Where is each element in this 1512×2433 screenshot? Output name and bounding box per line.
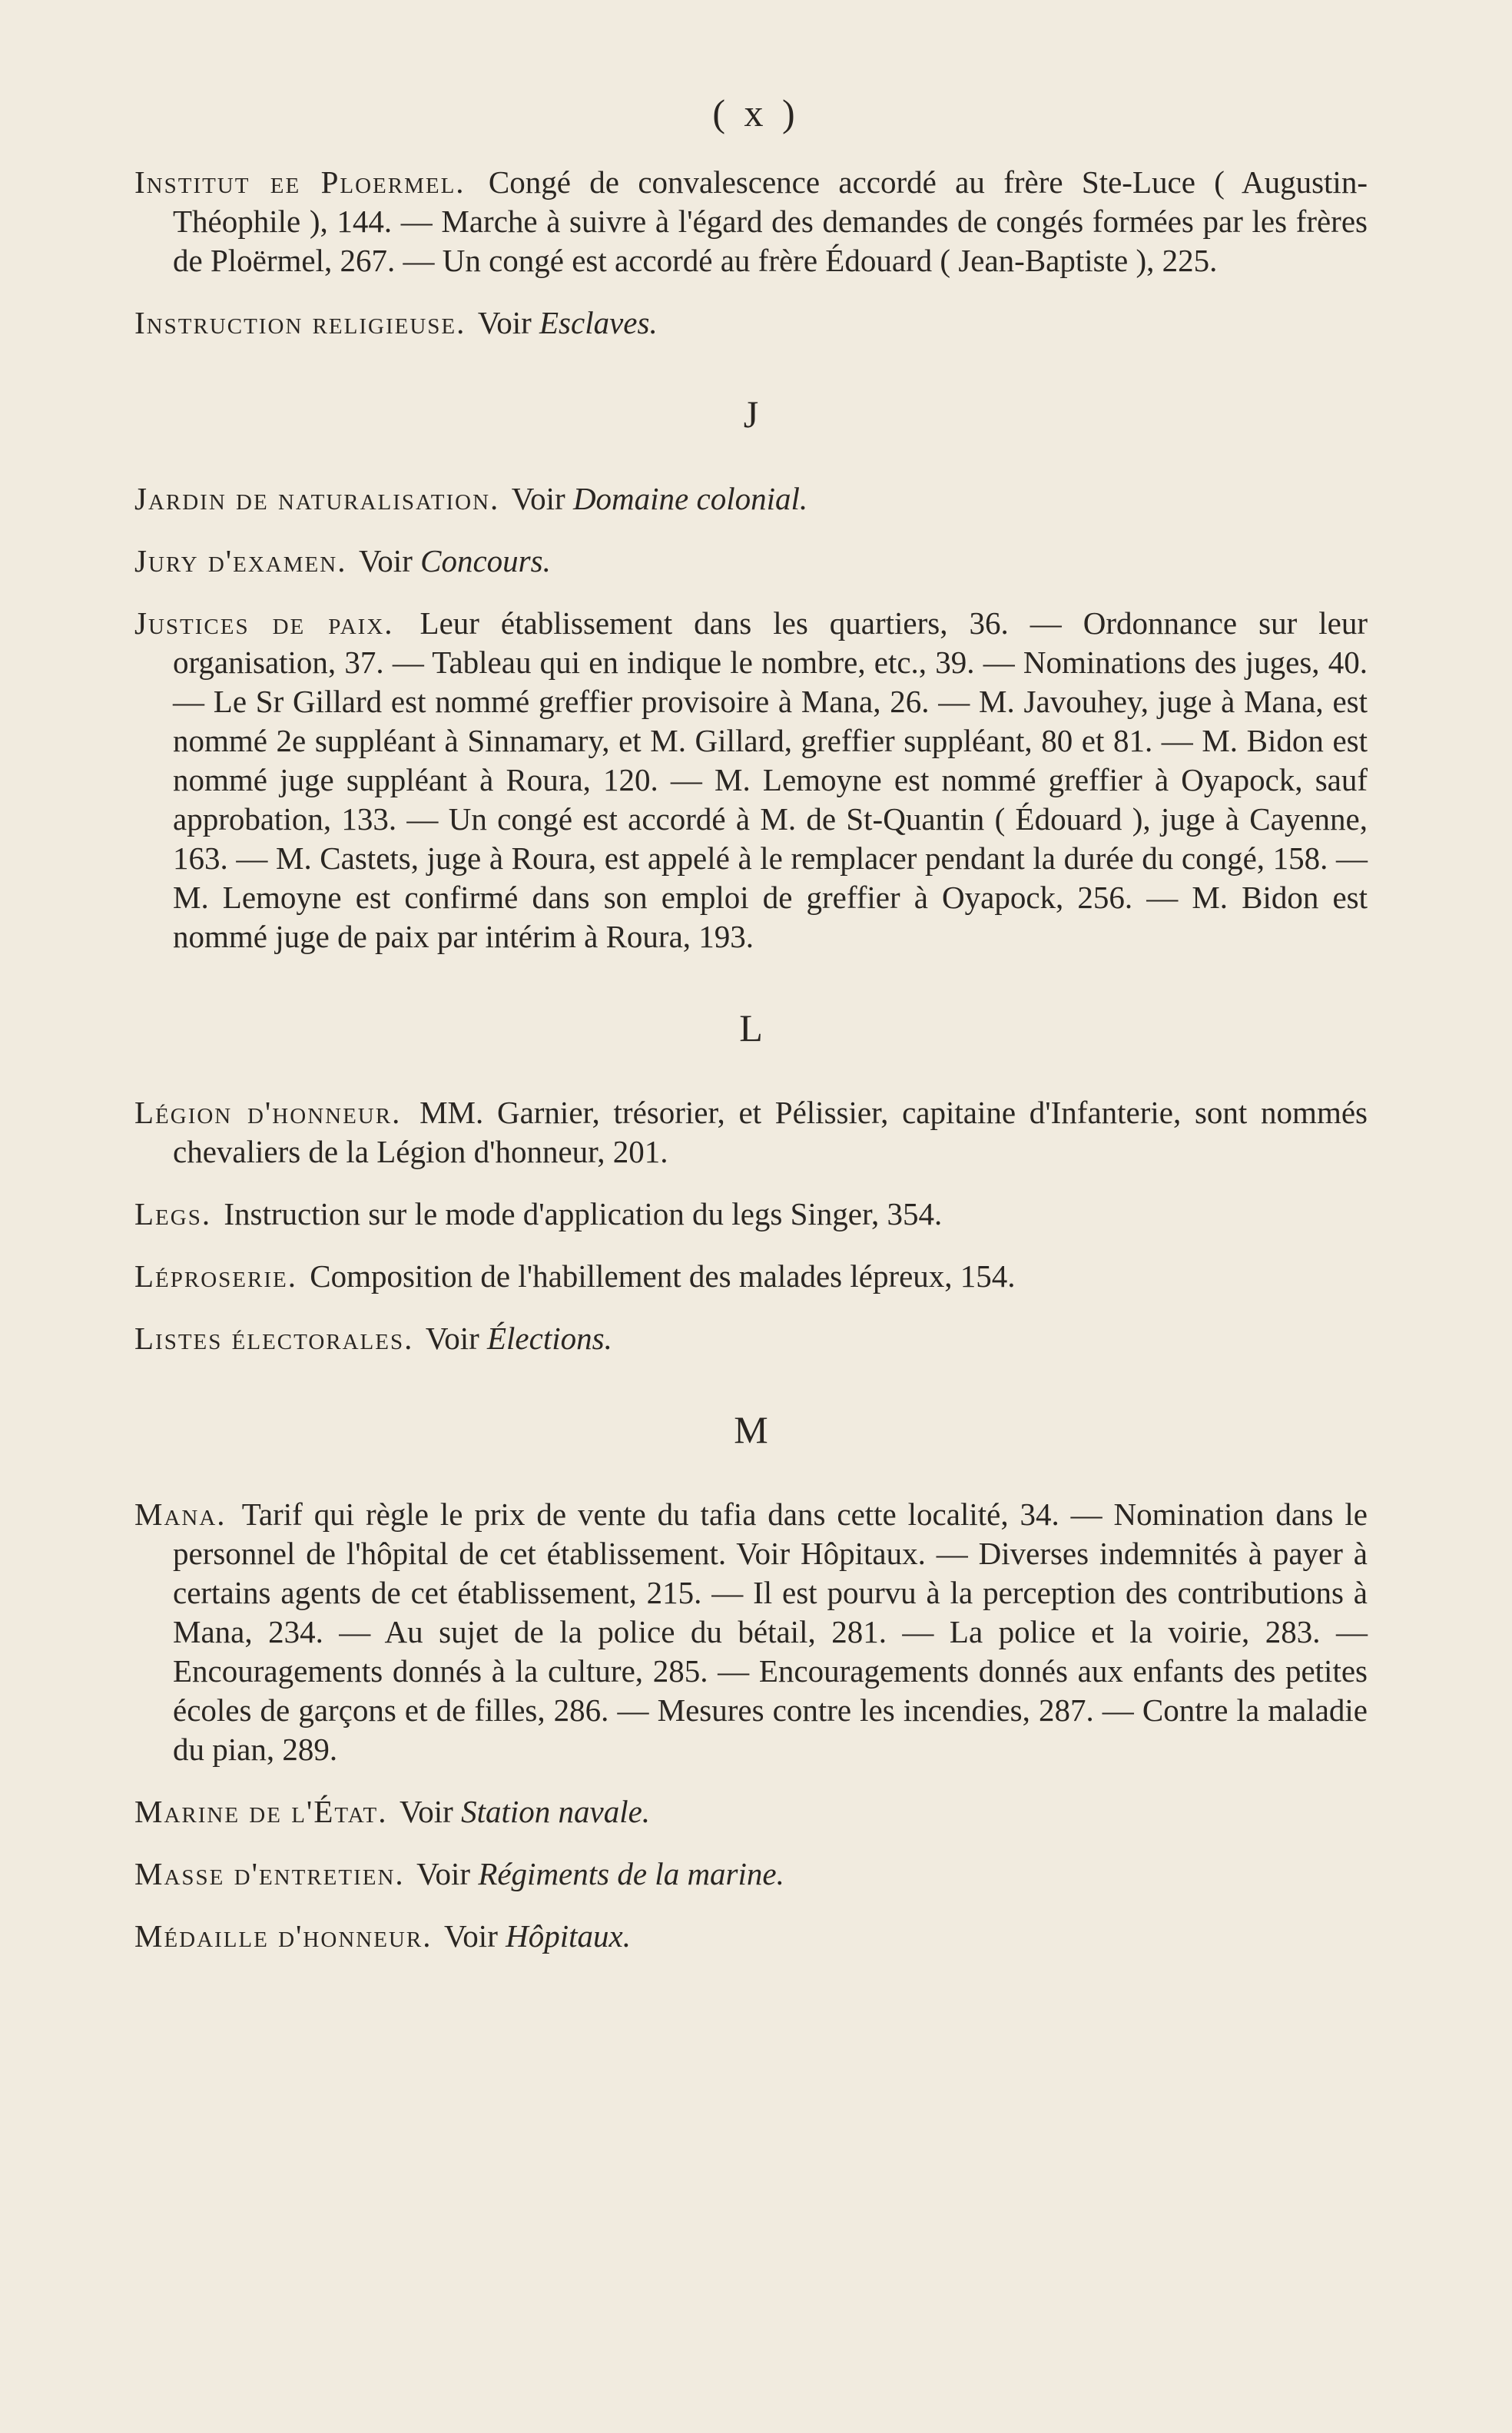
entry-heading: Masse d'entretien.	[134, 1856, 405, 1891]
entry-heading: Jury d'examen.	[134, 543, 347, 578]
entry-heading: Léproserie.	[134, 1258, 297, 1294]
entry-text: Voir	[418, 1321, 487, 1356]
entry-text: Instruction sur le mode d'application du legs Singer, 354.	[216, 1196, 943, 1231]
entry-text: Tarif qui règle le prix de vente du tafia dans cette localité, 34. — Nomination dans le personnel de l'hôpital de cet établissement. Voir Hôpitaux. — Diverses indemnités à payer à certains agents de cet établissement, 215. — Il est pourvu à la perception des contributions à Mana, 234. — Au sujet de la police du bétail, 281. — La police et la voirie, 283. — Encouragements donnés à la culture, 285. — Encouragements donnés aux enfants des petites écoles de garçons et de filles, 286. — Mesures contre les incendies, 287. — Contre la maladie du pian, 289.	[173, 1497, 1368, 1767]
entry-reference: Domaine colonial.	[572, 481, 808, 516]
page-folio: ( x )	[712, 91, 800, 134]
index-content	[134, 163, 1368, 1979]
entry-heading: Mana.	[134, 1497, 227, 1532]
index-entry	[134, 1195, 1368, 1234]
entry-reference: Élections.	[487, 1321, 612, 1356]
index-section-j	[134, 392, 1368, 956]
index-entry	[134, 542, 1368, 581]
entry-reference: Hôpitaux.	[506, 1918, 631, 1954]
entry-reference: Esclaves.	[539, 305, 658, 340]
entry-reference: Station navale.	[461, 1794, 651, 1829]
entry-text: Voir	[436, 1918, 506, 1954]
entry-heading: Legs.	[134, 1196, 212, 1231]
entry-text: MM. Garnier, trésorier, et Pélissier, capitaine d'Infanterie, sont nommés chevaliers de la Légion d'honneur, 201.	[173, 1095, 1368, 1169]
index-entry	[134, 1917, 1368, 1956]
index-entry	[134, 1495, 1368, 1769]
index-section-i	[134, 163, 1368, 343]
entry-heading: Légion d'honneur.	[134, 1095, 402, 1130]
index-entry	[134, 1093, 1368, 1172]
entry-text: Congé de convalescence accordé au frère Ste-Luce ( Augustin-Théophile ), 144. — Marche à suivre à l'égard des demandes de congés formées par les frères de Ploërmel, 267. — Un congé est accordé au frère Édouard ( Jean-Baptiste ), 225.	[173, 164, 1368, 278]
index-entry	[134, 1792, 1368, 1831]
section-letter: J	[743, 393, 759, 436]
entry-heading: Médaille d'honneur.	[134, 1918, 433, 1954]
index-entry	[134, 1319, 1368, 1358]
entry-heading: Institut ee Ploermel.	[134, 164, 466, 200]
index-entry	[134, 1257, 1368, 1296]
entry-heading: Instruction religieuse.	[134, 305, 466, 340]
entry-heading: Listes électorales.	[134, 1321, 414, 1356]
entry-heading: Marine de l'État.	[134, 1794, 388, 1829]
index-entry	[134, 303, 1368, 343]
entry-text: Leur établissement dans les quartiers, 36. — Ordonnance sur leur organisation, 37. — Tableau qui en indique le nombre, etc., 39. — Nominations des juges, 40. — Le Sr Gillard est nommé greffier provisoire à Mana, 26. — M. Javouhey, juge à Mana, est nommé 2e suppléant à Sinnamary, et M. Gillard, greffier suppléant, 80 et 81. — M. Bidon est nommé juge suppléant à Roura, 120. — M. Lemoyne est nommé greffier à Oyapock, sauf approbation, 133. — Un congé est accordé à M. de St-Quantin ( Édouard ), juge à Cayenne, 163. — M. Castets, juge à Roura, est appelé à le remplacer pendant la durée du congé, 158. — M. Lemoyne est confirmé dans son emploi de greffier à Oyapock, 256. — M. Bidon est nommé juge de paix par intérim à Roura, 193.	[173, 605, 1368, 954]
entry-heading: Jardin de naturalisation.	[134, 481, 500, 516]
entry-text: Voir	[470, 305, 539, 340]
index-entry	[134, 604, 1368, 956]
entry-heading: Justices de paix.	[134, 605, 394, 641]
entry-text: Composition de l'habillement des malades lépreux, 154.	[301, 1258, 1016, 1294]
section-letter: L	[739, 1006, 763, 1049]
entry-text: Voir	[504, 481, 573, 516]
entry-text: Voir	[392, 1794, 462, 1829]
entry-reference: Concours.	[420, 543, 551, 578]
index-section-l	[134, 1006, 1368, 1358]
entry-reference: Régiments de la marine.	[478, 1856, 784, 1891]
index-entry	[134, 479, 1368, 519]
entry-text: Voir	[409, 1856, 479, 1891]
entry-text: Voir	[351, 543, 421, 578]
index-entry	[134, 1855, 1368, 1894]
section-letter: M	[734, 1408, 768, 1451]
index-entry	[134, 163, 1368, 280]
index-section-m	[134, 1407, 1368, 1956]
